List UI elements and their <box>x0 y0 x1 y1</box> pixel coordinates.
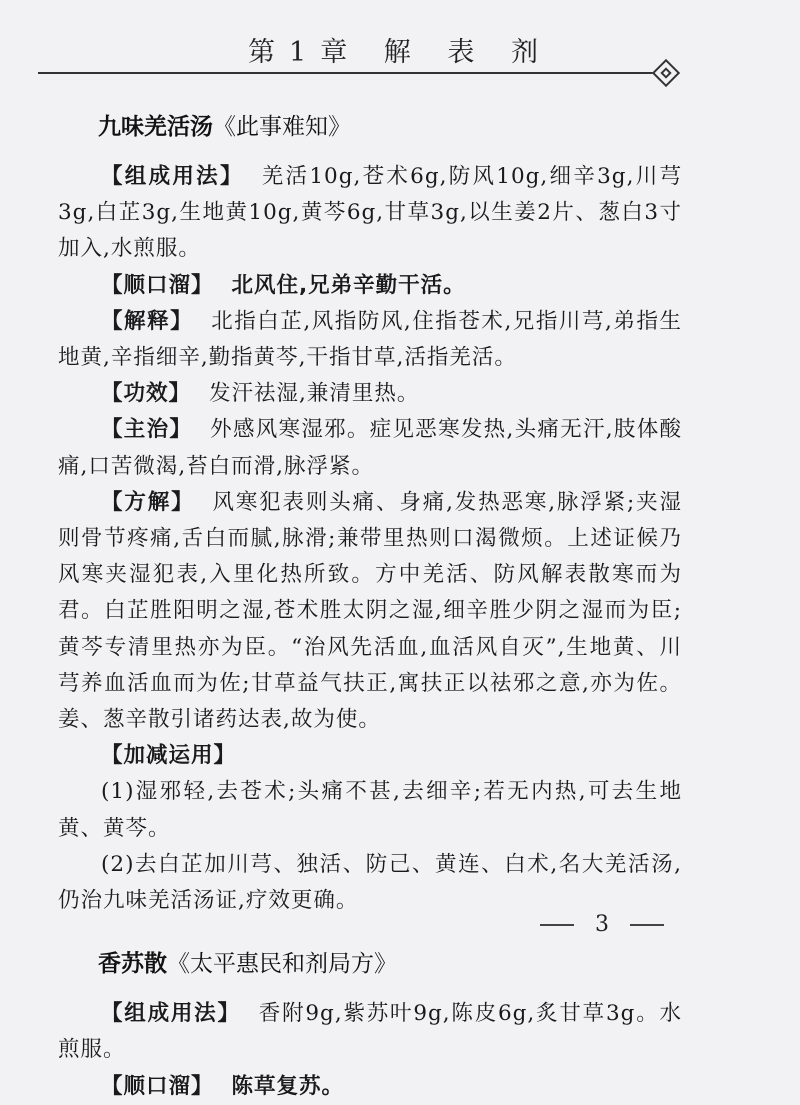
modification-item-1: (1)湿邪轻,去苍术;头痛不甚,去细辛;若无内热,可去生地黄、黄芩。 <box>58 779 682 841</box>
mnemonic-paragraph <box>58 268 682 304</box>
folio-dash-left <box>540 924 574 926</box>
explanation-text: 北指白芷,风指防风,住指苍术,兄指川芎,弟指生地黄,辛指细辛,勤指黄芩,干指甘草,活指羌活。 <box>58 308 682 371</box>
composition-text: 羌活10g,苍术6g,防风10g,细辛3g,川芎3g,白芷3g,生地黄10g,黄芩6g,甘草3g,以生姜2片、葱白3寸加入,水煎服。 <box>58 164 682 262</box>
composition-label: 【组成用法】 <box>101 1001 241 1027</box>
formula-source: 《太平惠民和剂局方》 <box>167 951 397 978</box>
composition-label: 【组成用法】 <box>101 164 244 189</box>
mnemonic-text: 陈草复苏。 <box>231 1073 345 1099</box>
indication-text: 外感风寒湿邪。症见恶寒发热,头痛无汗,肢体酸痛,口苦微渴,苔白而滑,脉浮紧。 <box>58 417 682 479</box>
effect-label: 【功效】 <box>101 381 192 407</box>
mnemonic-text: 北风住,兄弟辛勤干活。 <box>231 272 466 298</box>
mnemonic-label: 【顺口溜】 <box>101 272 214 298</box>
mnemonic-paragraph <box>58 1069 682 1105</box>
indication-paragraph <box>58 412 682 484</box>
effect-text: 发汗祛湿,兼清里热。 <box>209 381 420 407</box>
explanation-paragraph <box>58 304 682 376</box>
composition-text: 香附9g,紫苏叶9g,陈皮6g,炙甘草3g。水煎服。 <box>58 1001 682 1063</box>
page-number-footer <box>540 912 664 937</box>
modification-paragraph <box>58 738 682 774</box>
explanation-label: 【解释】 <box>101 308 194 334</box>
running-head: 第1章 解 表 剂 <box>248 37 552 68</box>
indication-label: 【主治】 <box>101 417 193 443</box>
analysis-text: 风寒犯表则头痛、身痛,发热恶寒,脉浮紧;夹湿则骨节疼痛,舌白而腻,脉滑;兼带里热则口渴微烦。上述证候乃风寒夹湿犯表,入里化热所致。方中羌活、防风解表散寒而为君。白芷胜阳明之湿,苍术胜太阴之湿,细辛胜少阴之湿而为臣;黄芩专清里热亦为臣。“治风先活血,血活风自灭”,生地黄、川芎养血活血而为佐;甘草益气扶正,寓扶正以祛邪之意,亦为佐。姜、葱辛散引诸药达表,故为使。 <box>58 489 682 733</box>
header-rule <box>38 72 658 74</box>
analysis-paragraph <box>58 485 682 738</box>
composition-paragraph <box>58 159 682 268</box>
analysis-label: 【方解】 <box>101 489 195 515</box>
formula-source: 《此事难知》 <box>213 114 351 140</box>
effect-paragraph <box>58 376 682 412</box>
formula-name: 九味羌活汤 <box>98 114 213 140</box>
composition-paragraph <box>58 996 682 1068</box>
modification-label: 【加减运用】 <box>101 743 237 769</box>
formula-title <box>98 108 682 141</box>
modification-item-2: (2)去白芷加川芎、独活、防己、黄连、白术,名大羌活汤,仍治九味羌活汤证,疗效更确。 <box>58 851 682 914</box>
page-body <box>58 96 682 1105</box>
mnemonic-label: 【顺口溜】 <box>101 1073 214 1099</box>
page-number: 3 <box>595 912 609 937</box>
formula-name: 香苏散 <box>98 951 167 978</box>
formula-title <box>98 945 682 978</box>
folio-dash-right <box>630 924 664 926</box>
